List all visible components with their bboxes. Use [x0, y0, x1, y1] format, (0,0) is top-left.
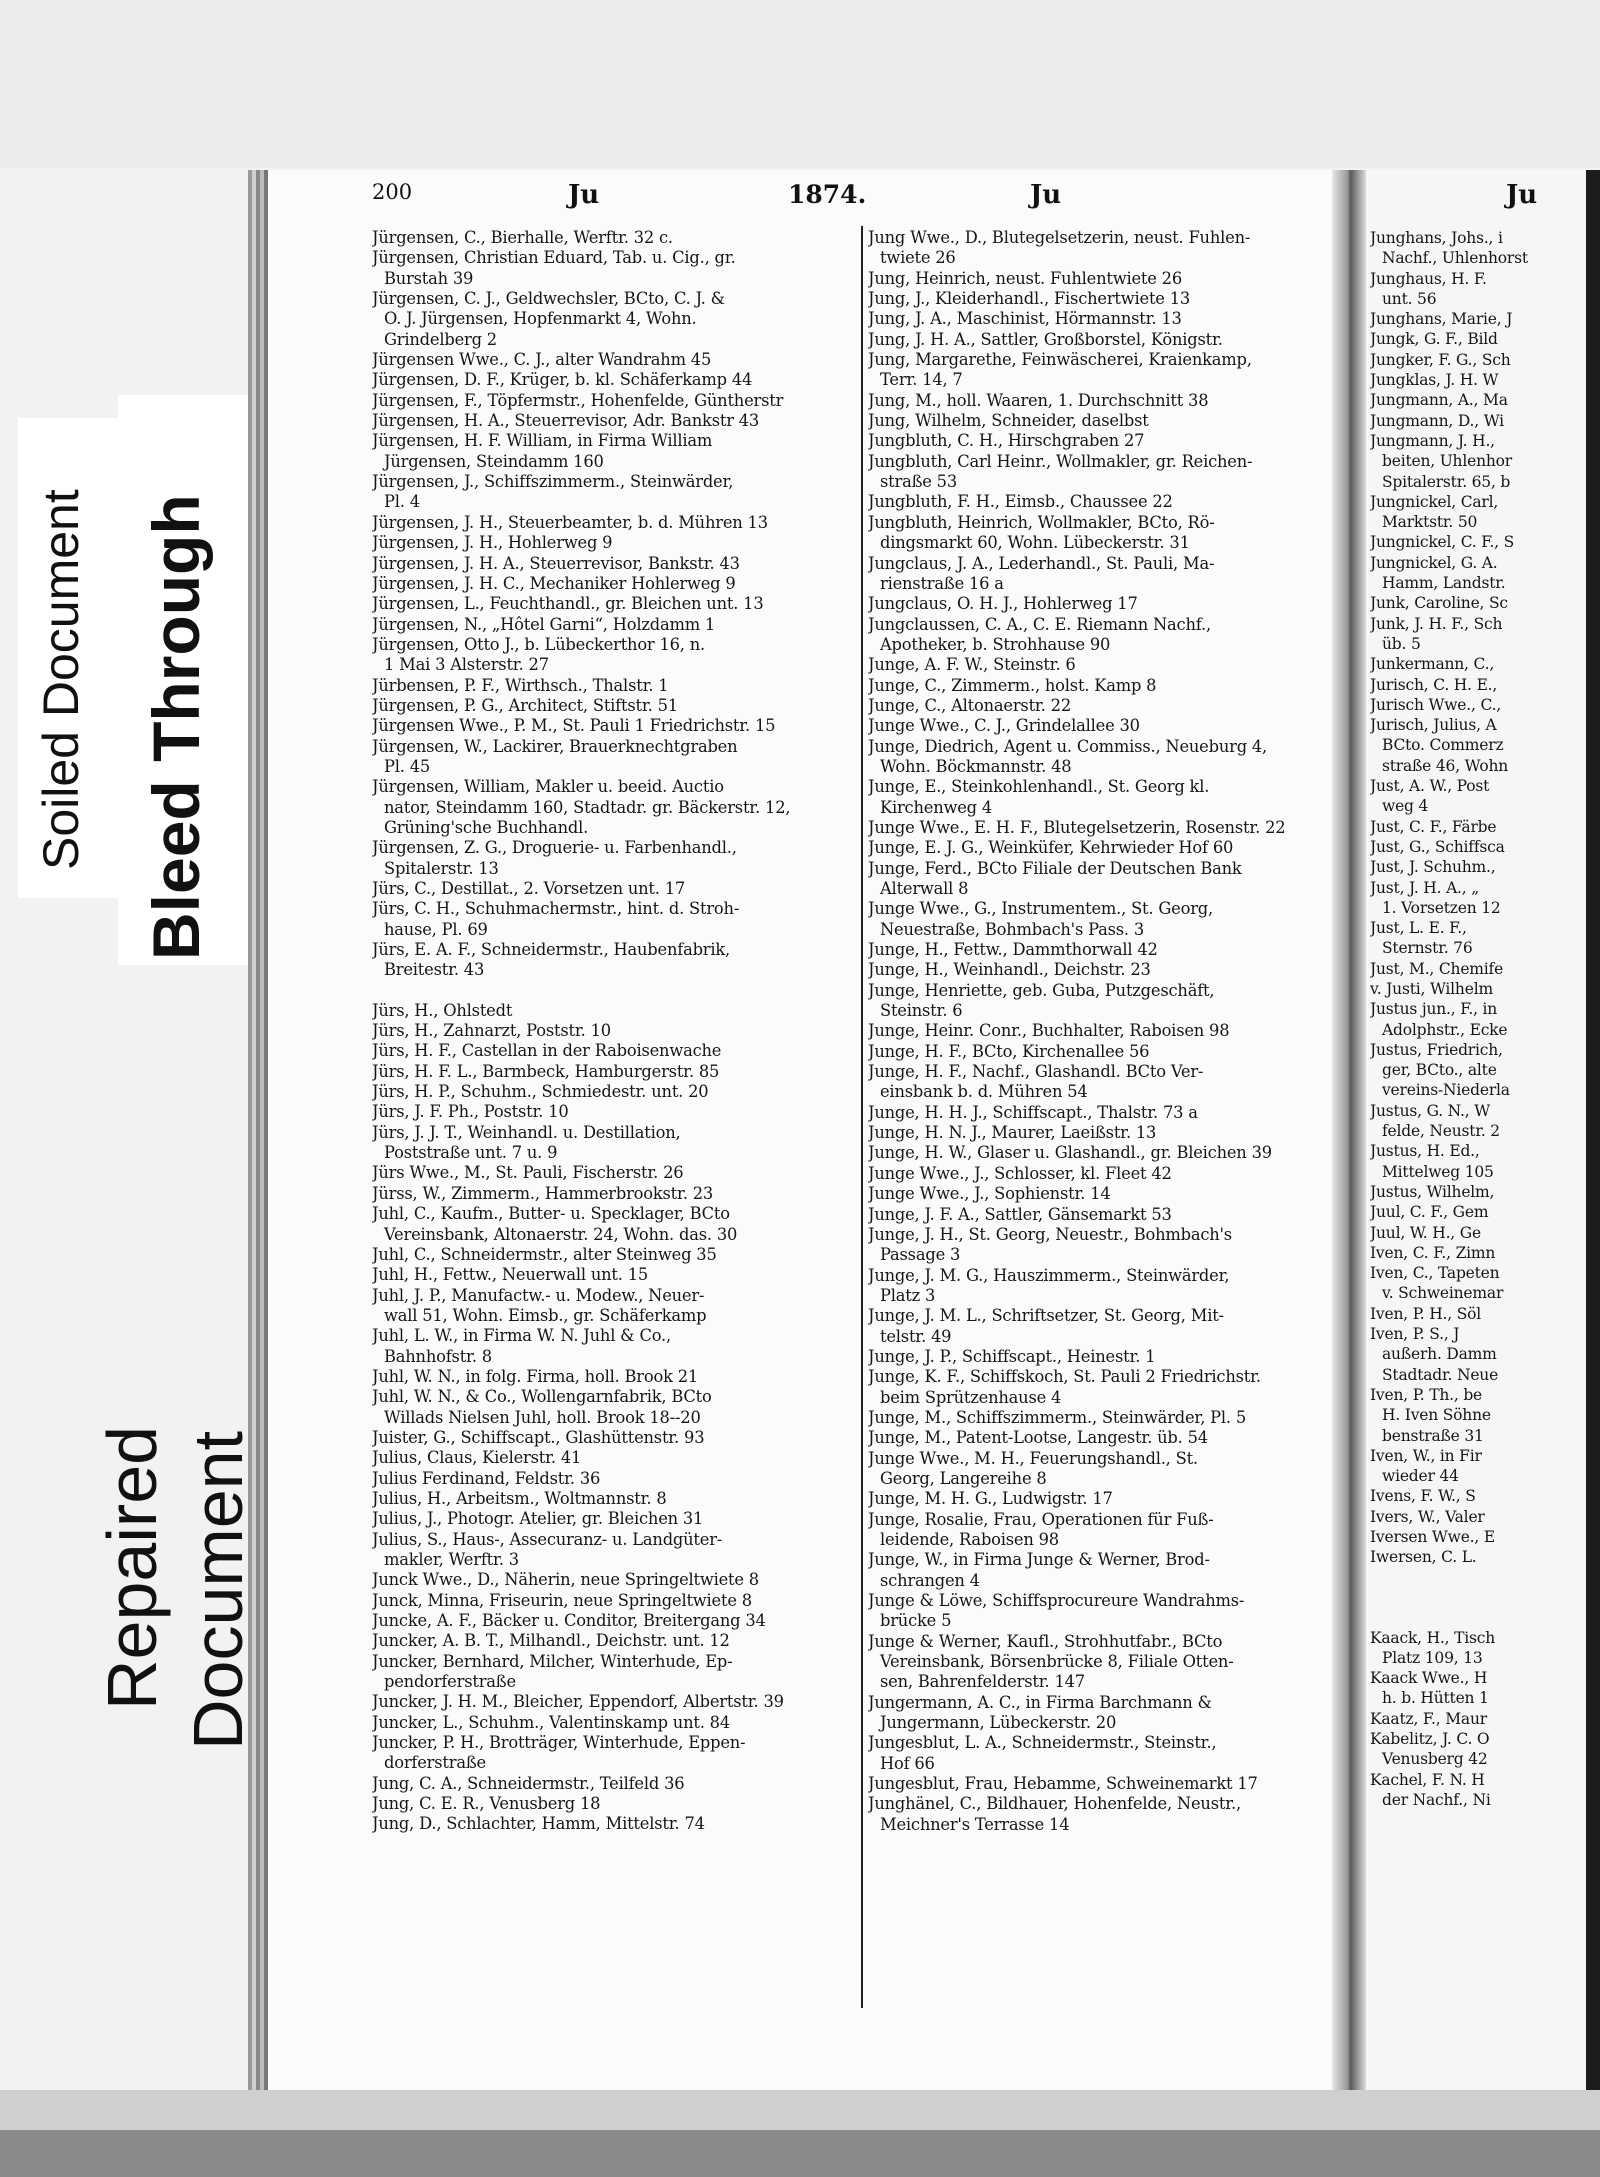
directory-entry: Jurisch, Julius, A [1370, 716, 1497, 735]
directory-entry: Junk, J. H. F., Sch [1370, 614, 1503, 633]
entry-continuation: Jungermann, Lübeckerstr. 20 [880, 1713, 1117, 1733]
directory-entry: Junge, A. F. W., Steinstr. 6 [868, 655, 1076, 675]
directory-entry: Jürs, C., Destillat., 2. Vorsetzen unt. 17 [372, 879, 686, 898]
entry-continuation: Hof 66 [880, 1753, 935, 1773]
directory-entry: Junge Wwe., C. J., Grindelallee 30 [868, 716, 1140, 736]
directory-entry: Junge, H. F., Nachf., Glashandl. BCto Ver- [868, 1062, 1204, 1082]
directory-entry: Junge, J. M. G., Hauszimmerm., Steinwärder, [868, 1265, 1230, 1285]
directory-entry: Junge & Löwe, Schiffsprocureure Wandrahms- [868, 1591, 1245, 1611]
directory-entry: Jürgensen, H. A., Steuerrevisor, Adr. Bankstr 43 [372, 411, 760, 431]
directory-entry: Jungker, F. G., Sch [1370, 350, 1511, 369]
entry-continuation: Vereinsbank, Altonaerstr. 24, Wohn. das. 30 [384, 1224, 738, 1244]
directory-entry: Juhl, W. N., & Co., Wollengarnfabrik, BCto [372, 1387, 712, 1407]
entry-continuation: makler, Werftr. 3 [384, 1550, 519, 1569]
directory-entry: Junge Wwe., J., Schlosser, kl. Fleet 42 [868, 1163, 1172, 1183]
entry-continuation: straße 53 [880, 472, 957, 492]
entry-continuation: leidende, Raboisen 98 [880, 1530, 1059, 1549]
directory-entry: Jürs, H., Ohlstedt [372, 1000, 513, 1020]
directory-entry: Jürgensen, J. H. C., Mechaniker Hohlerweg 9 [372, 573, 736, 593]
directory-entry: Jungbluth, Heinrich, Wollmakler, BCto, Rö- [868, 512, 1215, 532]
entry-continuation: Meichner's Terrasse 14 [880, 1814, 1070, 1834]
directory-entry: Junge, Heinr. Conr., Buchhalter, Raboisen 98 [868, 1021, 1230, 1041]
directory-entry: Junge, J. H., St. Georg, Neuestr., Bohmbach's [868, 1224, 1232, 1244]
entry-continuation: Willads Nielsen Juhl, holl. Brook 18--20 [384, 1407, 701, 1427]
directory-entry: Ivers, W., Valer [1370, 1507, 1485, 1526]
entry-continuation: twiete 26 [880, 248, 956, 268]
directory-entry: Jungclaussen, C. A., C. E. Riemann Nachf., [868, 614, 1211, 634]
directory-entry: Kaatz, F., Maur [1370, 1709, 1487, 1728]
directory-entry: Just, L. E. F., [1370, 919, 1467, 938]
directory-entry: Jungklas, J. H. W [1370, 371, 1499, 390]
directory-column-next-page [1370, 228, 1586, 1810]
directory-entry: Juhl, L. W., in Firma W. N. Juhl & Co., [372, 1326, 671, 1346]
entry-continuation: wieder 44 [1382, 1467, 1459, 1486]
directory-entry: Iwersen, C. L. [1370, 1548, 1477, 1567]
entry-continuation: Steinstr. 6 [880, 1001, 963, 1021]
directory-entry: Jung, Wilhelm, Schneider, daselbst [868, 411, 1149, 431]
entry-continuation: brücke 5 [880, 1611, 952, 1631]
entry-continuation: Adolphstr., Ecke [1382, 1020, 1508, 1039]
directory-entry: Jürgensen, Z. G., Droguerie- u. Farbenhandl., [372, 838, 737, 858]
directory-entry: Jürgensen, J. H., Hohlerweg 9 [372, 533, 613, 553]
entry-continuation: BCto. Commerz [1382, 736, 1504, 755]
entry-continuation: Pl. 4 [384, 492, 420, 512]
directory-entry: Junge, H. H. J., Schiffscapt., Thalstr. 73 a [868, 1102, 1198, 1122]
directory-entry: Juncker, J. H. M., Bleicher, Eppendorf, Albertstr. 39 [372, 1692, 784, 1712]
directory-entry: Justus, G. N., W [1370, 1101, 1490, 1120]
directory-entry: Jürgensen, William, Makler u. beeid. Auctio [372, 777, 724, 797]
directory-entry: Jürgensen, J. H., Steuerbeamter, b. d. Mühren 13 [372, 512, 768, 532]
header-right-word: Ju [1030, 180, 1062, 210]
directory-entry: Iversen Wwe., E [1370, 1528, 1495, 1546]
repaired-label: Repaired [93, 1425, 171, 1710]
entry-continuation: Platz 109, 13 [1382, 1648, 1483, 1667]
directory-entry: v. Justi, Wilhelm [1370, 979, 1493, 998]
directory-entry: Junge, H. W., Glaser u. Glashandl., gr. Bleichen 39 [868, 1143, 1272, 1163]
directory-entry: Iven, C. F., Zimn [1370, 1243, 1496, 1262]
directory-entry: Julius, Claus, Kielerstr. 41 [372, 1448, 582, 1468]
directory-entry: Jungbluth, Carl Heinr., Wollmakler, gr. Reichen- [868, 451, 1253, 471]
bottom-background [0, 2090, 1600, 2177]
column-divider [861, 226, 863, 2008]
directory-entry: Jungnickel, G. A. [1370, 553, 1498, 572]
directory-entry: Juhl, H., Fettw., Neuerwall unt. 15 [372, 1265, 649, 1285]
entry-continuation: Wohn. Böckmannstr. 48 [880, 756, 1072, 776]
entry-continuation: beiten, Uhlenhor [1382, 452, 1512, 471]
entry-continuation: O. J. Jürgensen, Hopfenmarkt 4, Wohn. [384, 309, 697, 329]
directory-entry: Jürs Wwe., M., St. Pauli, Fischerstr. 26 [372, 1163, 684, 1183]
directory-entry: Jürgensen, F., Töpfermstr., Hohenfelde, Güntherstr [372, 390, 784, 410]
directory-entry: Jung, J. A., Maschinist, Hörmannstr. 13 [868, 309, 1182, 329]
directory-entry: Just, G., Schiffsca [1370, 837, 1505, 856]
directory-entry: Jürs, J. F. Ph., Poststr. 10 [372, 1102, 569, 1122]
directory-entry: Junge, E., Steinkohlenhandl., St. Georg kl. [868, 777, 1210, 797]
directory-entry: Junkermann, C., [1370, 655, 1495, 674]
directory-entry: Jürss, W., Zimmerm., Hammerbrookstr. 23 [372, 1183, 714, 1203]
directory-entry: Junge Wwe., G., Instrumentem., St. Georg, [868, 899, 1213, 919]
directory-entry: Jungclaus, J. A., Lederhandl., St. Pauli, Ma- [868, 553, 1215, 573]
directory-entry: Junghans, Johs., i [1370, 229, 1503, 247]
entry-continuation: schrangen 4 [880, 1570, 980, 1590]
directory-entry: Justus, H. Ed., [1370, 1142, 1480, 1161]
directory-entry: Junge, C., Altonaerstr. 22 [868, 695, 1071, 715]
entry-continuation: Terr. 14, 7 [880, 370, 963, 390]
directory-entry: Juhl, C., Schneidermstr., alter Steinweg 35 [372, 1244, 717, 1264]
entry-continuation: straße 46, Wohn [1382, 756, 1509, 775]
entry-continuation: Sternstr. 76 [1382, 939, 1473, 958]
directory-entry: Jung, D., Schlachter, Hamm, Mittelstr. 74 [372, 1814, 705, 1834]
directory-entry: Junge, Diedrich, Agent u. Commiss., Neueburg 4, [868, 736, 1268, 756]
entry-continuation: wall 51, Wohn. Eimsb., gr. Schäferkamp [384, 1305, 707, 1325]
directory-entry: Jungesblut, L. A., Schneidermstr., Steinstr., [868, 1733, 1217, 1753]
entry-continuation: Neuestraße, Bohmbach's Pass. 3 [880, 919, 1145, 939]
directory-entry: Jürgensen, H. F. William, in Firma William [372, 431, 713, 451]
next-page-header-word: Ju [1506, 180, 1538, 210]
directory-entry: Jürgensen, Christian Eduard, Tab. u. Cig., gr. [372, 248, 736, 268]
entry-continuation: Platz 3 [880, 1285, 936, 1305]
directory-entry: Jurisch Wwe., C., [1370, 695, 1502, 714]
directory-entry: Jürgensen, P. G., Architect, Stiftstr. 51 [372, 695, 678, 715]
directory-entry: Jürs, H. F., Castellan in der Raboisenwache [372, 1041, 722, 1061]
entry-continuation: pendorferstraße [384, 1672, 516, 1692]
directory-entry: Jürgensen Wwe., P. M., St. Pauli 1 Friedrichstr. 15 [372, 716, 776, 736]
directory-entry: Juul, W. H., Ge [1370, 1223, 1481, 1242]
directory-entry: Just, J. Schuhm., [1370, 858, 1496, 877]
directory-entry: Jürgensen, J., Schiffszimmerm., Steinwärder, [372, 472, 734, 492]
directory-entry: Junge, H., Weinhandl., Deichstr. 23 [868, 960, 1151, 980]
directory-entry: Jungmann, D., Wi [1370, 411, 1504, 430]
directory-entry: Iven, P. H., Söl [1370, 1304, 1482, 1323]
header-year: 1874. [788, 180, 867, 209]
directory-entry: Julius, S., Haus-, Assecuranz- u. Landgüter- [372, 1529, 723, 1549]
directory-entry: Jürgensen, Otto J., b. Lübeckerthor 16, n. [372, 634, 706, 654]
entry-continuation: Jürgensen, Steindamm 160 [384, 451, 604, 471]
entry-continuation: hause, Pl. 69 [384, 919, 488, 939]
directory-entry: Julius Ferdinand, Feldstr. 36 [372, 1468, 601, 1488]
entry-continuation: h. b. Hütten 1 [1382, 1689, 1489, 1708]
directory-entry: Kachel, F. N. H [1370, 1770, 1485, 1789]
top-background [0, 0, 1600, 168]
entry-continuation: außerh. Damm [1382, 1345, 1497, 1364]
directory-entry: Junck Wwe., D., Näherin, neue Springeltwiete 8 [372, 1570, 759, 1590]
entry-continuation: Georg, Langereihe 8 [880, 1468, 1047, 1488]
directory-entry: Kaack Wwe., H [1370, 1669, 1488, 1688]
directory-entry: Jurisch, C. H. E., [1370, 675, 1498, 694]
book-gutter [1332, 170, 1366, 2090]
entry-continuation: benstraße 31 [1382, 1426, 1484, 1445]
entry-continuation: der Nachf., Ni [1382, 1790, 1491, 1809]
directory-entry: Just, C. F., Färbe [1370, 817, 1497, 836]
directory-entry: Juhl, J. P., Manufactw.- u. Modew., Neuer- [372, 1285, 705, 1305]
directory-entry: Jungesblut, Frau, Hebamme, Schweinemarkt 17 [868, 1774, 1258, 1794]
directory-entry: Jung, C. A., Schneidermstr., Teilfeld 36 [372, 1773, 685, 1793]
directory-entry: Junge, M., Schiffszimmerm., Steinwärder, Pl. 5 [868, 1407, 1247, 1427]
directory-entry: Junge Wwe., J., Sophienstr. 14 [868, 1184, 1111, 1204]
directory-entry: Jungnickel, C. F., S [1370, 533, 1514, 552]
directory-entry: Juncker, L., Schuhm., Valentinskamp unt. 84 [372, 1712, 730, 1732]
directory-entry: Jungmann, J. H., [1370, 431, 1495, 450]
entry-continuation: Apotheker, b. Strohhause 90 [880, 634, 1111, 654]
entry-continuation: Poststraße unt. 7 u. 9 [384, 1143, 558, 1163]
directory-entry: Junge & Werner, Kaufl., Strohhutfabr., BCto [868, 1631, 1223, 1651]
entry-continuation: Venusberg 42 [1382, 1750, 1488, 1769]
directory-entry: Jungbluth, F. H., Eimsb., Chaussee 22 [868, 492, 1173, 512]
directory-entry: Junge, Rosalie, Frau, Operationen für Fuß- [868, 1509, 1214, 1529]
directory-entry: Jung, Heinrich, neust. Fuhlentwiete 26 [868, 268, 1182, 288]
directory-entry: Jürgensen, D. F., Krüger, b. kl. Schäferkamp 44 [372, 370, 753, 390]
directory-entry: Jürgensen, C., Bierhalle, Werftr. 32 c. [372, 228, 673, 247]
directory-entry: Junge, C., Zimmerm., holst. Kamp 8 [868, 675, 1157, 695]
directory-entry: Julius, J., Photogr. Atelier, gr. Bleichen 31 [372, 1509, 704, 1529]
directory-entry: Justus, Wilhelm, [1370, 1182, 1495, 1201]
entry-continuation: üb. 5 [1382, 634, 1421, 653]
entry-continuation: Bahnhofstr. 8 [384, 1346, 492, 1366]
entry-continuation: Hamm, Landstr. [1382, 574, 1506, 593]
entry-continuation: Grindelberg 2 [384, 329, 497, 349]
directory-entry: Juncker, A. B. T., Milhandl., Deichstr. unt. 12 [372, 1631, 730, 1651]
directory-entry: Junghans, Marie, J [1370, 310, 1513, 329]
directory-entry: Junghaus, H. F. [1370, 269, 1487, 288]
directory-entry: Jungclaus, O. H. J., Hohlerweg 17 [868, 594, 1138, 614]
directory-entry: Jürs, E. A. F., Schneidermstr., Haubenfabrik, [372, 940, 731, 960]
directory-entry: Jungbluth, C. H., Hirschgraben 27 [868, 431, 1145, 451]
entry-continuation: v. Schweinemar [1382, 1284, 1504, 1303]
entry-continuation: ger, BCto., alte [1382, 1061, 1497, 1080]
directory-entry: Iven, C., Tapeten [1370, 1264, 1500, 1283]
directory-entry: Iven, W., in Fir [1370, 1446, 1482, 1465]
directory-entry: Junk, Caroline, Sc [1370, 594, 1508, 613]
document-label: Document [179, 1430, 257, 1750]
directory-entry: Jung, J. H. A., Sattler, Großborstel, Königstr. [868, 329, 1223, 349]
directory-entry: Jürgensen, C. J., Geldwechsler, BCto, C. J. & [372, 289, 725, 309]
entry-continuation: Alterwall 8 [880, 879, 969, 898]
entry-continuation: nator, Steindamm 160, Stadtadr. gr. Bäckerstr. 12, [384, 797, 791, 817]
directory-entry: Juister, G., Schiffscapt., Glashüttenstr. 93 [372, 1427, 705, 1447]
entry-continuation: Passage 3 [880, 1245, 961, 1265]
directory-entry: Jung Wwe., D., Blutegelsetzerin, neust. Fuhlen- [868, 228, 1251, 247]
directory-entry: Jung, Margarethe, Feinwäscherei, Kraienkamp, [868, 350, 1252, 370]
soiled-document-label: Soiled Document [33, 489, 89, 870]
entry-continuation: 1. Vorsetzen 12 [1382, 898, 1501, 917]
directory-entry: Iven, P. Th., be [1370, 1385, 1483, 1404]
directory-entry: Junge, K. F., Schiffskoch, St. Pauli 2 Friedrichstr. [868, 1367, 1261, 1387]
entry-continuation: Vereinsbank, Börsenbrücke 8, Filiale Otten- [880, 1652, 1234, 1672]
next-page-partial [1366, 170, 1600, 2090]
directory-column-middle [868, 228, 1330, 1835]
blank-line [1370, 1588, 1586, 1608]
entry-continuation: Stadtadr. Neue [1382, 1365, 1499, 1384]
directory-entry: Juhl, W. N., in folg. Firma, holl. Brook 21 [372, 1366, 699, 1386]
directory-entry: Junghänel, C., Bildhauer, Hohenfelde, Neustr., [868, 1794, 1241, 1814]
directory-entry: Just, J. H. A., „ [1370, 878, 1480, 897]
header-left-word: Ju [568, 180, 600, 210]
entry-continuation: Burstah 39 [384, 268, 474, 288]
entry-continuation: 1 Mai 3 Alsterstr. 27 [384, 655, 549, 675]
entry-continuation: Spitalerstr. 13 [384, 858, 499, 878]
entry-continuation: Nachf., Uhlenhorst [1382, 249, 1528, 268]
entry-continuation: rienstraße 16 a [880, 573, 1004, 593]
directory-entry: Junge, J. M. L., Schriftsetzer, St. Georg, Mit- [868, 1306, 1224, 1326]
entry-continuation: beim Sprützenhause 4 [880, 1387, 1062, 1407]
entry-continuation: Kirchenweg 4 [880, 797, 993, 817]
entry-continuation: H. Iven Söhne [1382, 1406, 1491, 1425]
entry-continuation: Breitestr. 43 [384, 960, 485, 980]
entry-continuation: einsbank b. d. Mühren 54 [880, 1082, 1088, 1102]
blank-line [1370, 1608, 1586, 1628]
directory-entry: Jürgensen, L., Feuchthandl., gr. Bleichen unt. 13 [372, 594, 764, 614]
directory-entry: Jürgensen, J. H. A., Steuerrevisor, Bankstr. 43 [372, 553, 740, 573]
entry-continuation: Mittelweg 105 [1382, 1162, 1494, 1181]
entry-continuation: Spitalerstr. 65, b [1382, 472, 1511, 491]
directory-entry: Junge, E. J. G., Weinküfer, Kehrwieder Hof 60 [868, 838, 1234, 858]
directory-entry: Junge Wwe., M. H., Feuerungshandl., St. [868, 1448, 1198, 1468]
directory-entry: Just, M., Chemife [1370, 959, 1504, 978]
directory-entry: Jungermann, A. C., in Firma Barchmann & [868, 1692, 1212, 1712]
directory-entry: Ivens, F. W., S [1370, 1487, 1476, 1506]
directory-entry: Junge, J. F. A., Sattler, Gänsemarkt 53 [868, 1204, 1172, 1224]
scanned-book-page [268, 170, 1600, 2090]
directory-entry: Jürs, H. F. L., Barmbeck, Hamburgerstr. 85 [372, 1061, 720, 1081]
directory-entry: Jungnickel, Carl, [1370, 492, 1499, 511]
directory-entry: Juncker, P. H., Brotträger, Winterhude, Eppen- [372, 1733, 746, 1753]
directory-entry: Juncke, A. F., Bäcker u. Conditor, Breitergang 34 [372, 1611, 766, 1631]
directory-entry: Jürbensen, P. F., Wirthsch., Thalstr. 1 [372, 675, 669, 695]
directory-entry: Jürgensen Wwe., C. J., alter Wandrahm 45 [372, 350, 712, 370]
directory-entry: Kaack, H., Tisch [1370, 1628, 1496, 1647]
blank-line [372, 981, 858, 1001]
directory-entry: Junge, M., Patent-Lootse, Langestr. üb. 54 [868, 1428, 1208, 1448]
bleed-through-label: Bleed Through [139, 494, 213, 960]
directory-entry: Jung, M., holl. Waaren, 1. Durchschnitt 38 [868, 390, 1209, 410]
directory-entry: Jürs, H. P., Schuhm., Schmiedestr. unt. 20 [372, 1082, 709, 1102]
directory-entry: Junge Wwe., E. H. F., Blutegelsetzerin, Rosenstr. 22 [868, 817, 1286, 837]
directory-entry: Jürgensen, N., „Hôtel Garni“, Holzdamm 1 [372, 614, 716, 634]
directory-entry: Jürgensen, W., Lackirer, Brauerknechtgraben [372, 736, 738, 756]
blank-line [1370, 1568, 1586, 1588]
entry-continuation: Grüning'sche Buchhandl. [384, 817, 589, 837]
directory-entry: Jung, C. E. R., Venusberg 18 [372, 1794, 601, 1814]
directory-entry: Junge, W., in Firma Junge & Werner, Brod- [868, 1550, 1210, 1570]
directory-column-left [372, 228, 858, 1835]
directory-entry: Juul, C. F., Gem [1370, 1203, 1489, 1222]
directory-entry: Iven, P. S., J [1370, 1325, 1460, 1344]
directory-entry: Just, A. W., Post [1370, 777, 1490, 796]
entry-continuation: weg 4 [1382, 797, 1429, 816]
directory-entry: Julius, H., Arbeitsm., Woltmannstr. 8 [372, 1488, 667, 1508]
entry-continuation: sen, Bahrenfelderstr. 147 [880, 1672, 1085, 1692]
directory-entry: Kabelitz, J. C. O [1370, 1730, 1490, 1749]
directory-entry: Junge, M. H. G., Ludwigstr. 17 [868, 1489, 1113, 1509]
entry-continuation: unt. 56 [1382, 289, 1437, 308]
directory-entry: Junck, Minna, Friseurin, neue Springeltwiete 8 [372, 1590, 752, 1610]
directory-entry: Jungk, G. F., Bild [1370, 330, 1498, 349]
entry-continuation: Marktstr. 50 [1382, 513, 1478, 532]
directory-entry: Junge, H., Fettw., Dammthorwall 42 [868, 940, 1158, 960]
entry-continuation: dingsmarkt 60, Wohn. Lübeckerstr. 31 [880, 533, 1190, 553]
directory-entry: Juhl, C., Kaufm., Butter- u. Specklager, BCto [372, 1204, 730, 1224]
page-number: 200 [372, 180, 413, 204]
directory-entry: Junge, J. P., Schiffscapt., Heinestr. 1 [868, 1346, 1156, 1366]
directory-entry: Juncker, Bernhard, Milcher, Winterhude, Ep- [372, 1651, 733, 1671]
directory-entry: Junge, H. F., BCto, Kirchenallee 56 [868, 1041, 1150, 1061]
directory-entry: Jürs, C. H., Schuhmachermstr., hint. d. Stroh- [372, 899, 740, 919]
directory-entry: Jürs, H., Zahnarzt, Poststr. 10 [372, 1021, 611, 1041]
entry-continuation: telstr. 49 [880, 1326, 952, 1346]
entry-continuation: Pl. 45 [384, 756, 431, 776]
directory-entry: Junge, Henriette, geb. Guba, Putzgeschäft, [868, 980, 1215, 1000]
directory-entry: Junge, H. N. J., Maurer, Laeißstr. 13 [868, 1123, 1157, 1143]
directory-entry: Justus, Friedrich, [1370, 1040, 1503, 1059]
directory-entry: Jungmann, A., Ma [1370, 391, 1508, 410]
page-edge-shadow [1586, 170, 1600, 2090]
entry-continuation: felde, Neustr. 2 [1382, 1122, 1500, 1141]
entry-continuation: vereins-Niederla [1382, 1081, 1510, 1100]
directory-entry: Junge, Ferd., BCto Filiale der Deutschen Bank [868, 858, 1242, 878]
directory-entry: Justus jun., F., in [1370, 1000, 1498, 1019]
directory-entry: Jung, J., Kleiderhandl., Fischertwiete 13 [868, 289, 1191, 309]
directory-entry: Jürs, J. J. T., Weinhandl. u. Destillation, [372, 1122, 681, 1142]
entry-continuation: dorferstraße [384, 1753, 486, 1773]
